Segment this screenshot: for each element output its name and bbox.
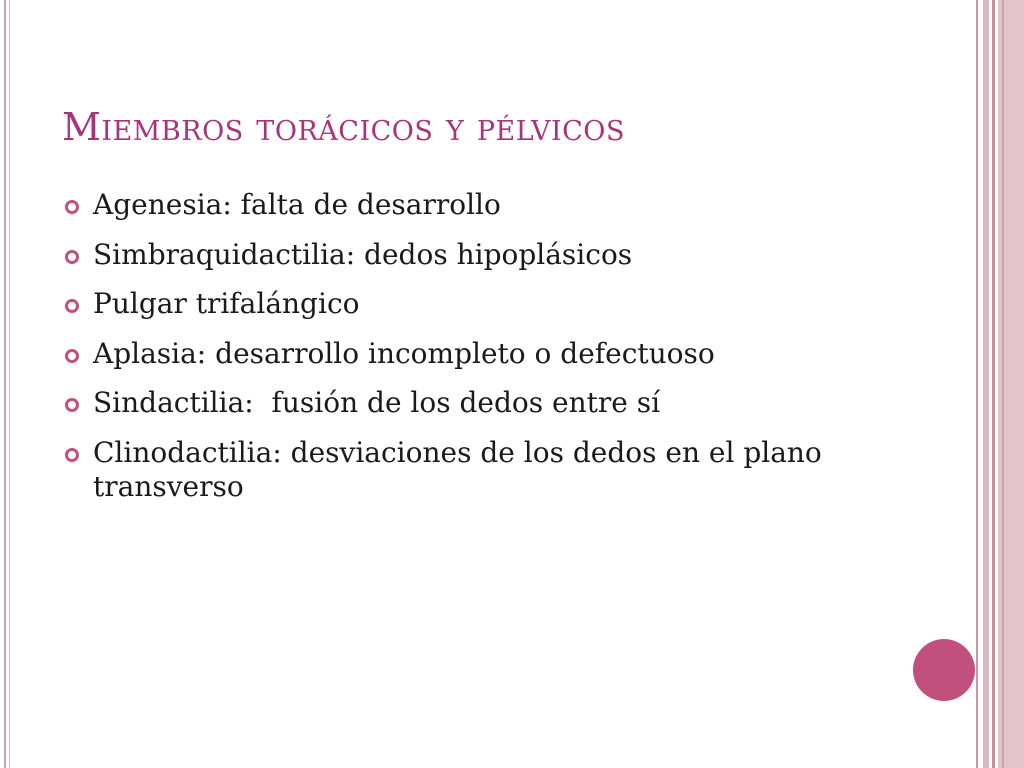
ring-bullet-icon	[65, 200, 79, 214]
bullet-item	[62, 188, 822, 222]
ring-bullet-icon	[65, 448, 79, 462]
bullet-text: Simbraquidactilia: dedos hipoplásicos	[93, 237, 633, 271]
bullet-text: Clinodactilia: desviaciones de los dedos en el plano transverso	[93, 435, 822, 503]
right-decorative-stripe	[1002, 0, 1004, 768]
bullet-text: Sindactilia: fusión de los dedos entre sí	[93, 386, 661, 419]
right-decorative-stripe	[983, 0, 989, 768]
bullet-item	[62, 337, 822, 371]
bullet-text: Agenesia: falta de desarrollo	[93, 188, 501, 221]
accent-circle	[913, 639, 975, 701]
right-decorative-stripe	[976, 0, 978, 768]
slide-title: Miembros torácicos y pélvicos	[62, 105, 625, 149]
ring-bullet-icon	[65, 299, 79, 313]
ring-bullet-icon	[65, 398, 79, 412]
bullet-list	[62, 188, 822, 519]
bullet-item	[62, 436, 822, 504]
left-border-line-inner	[9, 0, 10, 768]
right-decorative-stripe	[992, 0, 995, 768]
bullet-item	[62, 287, 822, 321]
bullet-text: Aplasia: desarrollo incompleto o defectuoso	[93, 336, 715, 370]
left-border-line	[4, 0, 6, 768]
bullet-item	[62, 386, 822, 420]
ring-bullet-icon	[65, 349, 79, 363]
bullet-item	[62, 238, 822, 272]
ring-bullet-icon	[65, 250, 79, 264]
bullet-text: Pulgar trifalángico	[93, 287, 360, 320]
